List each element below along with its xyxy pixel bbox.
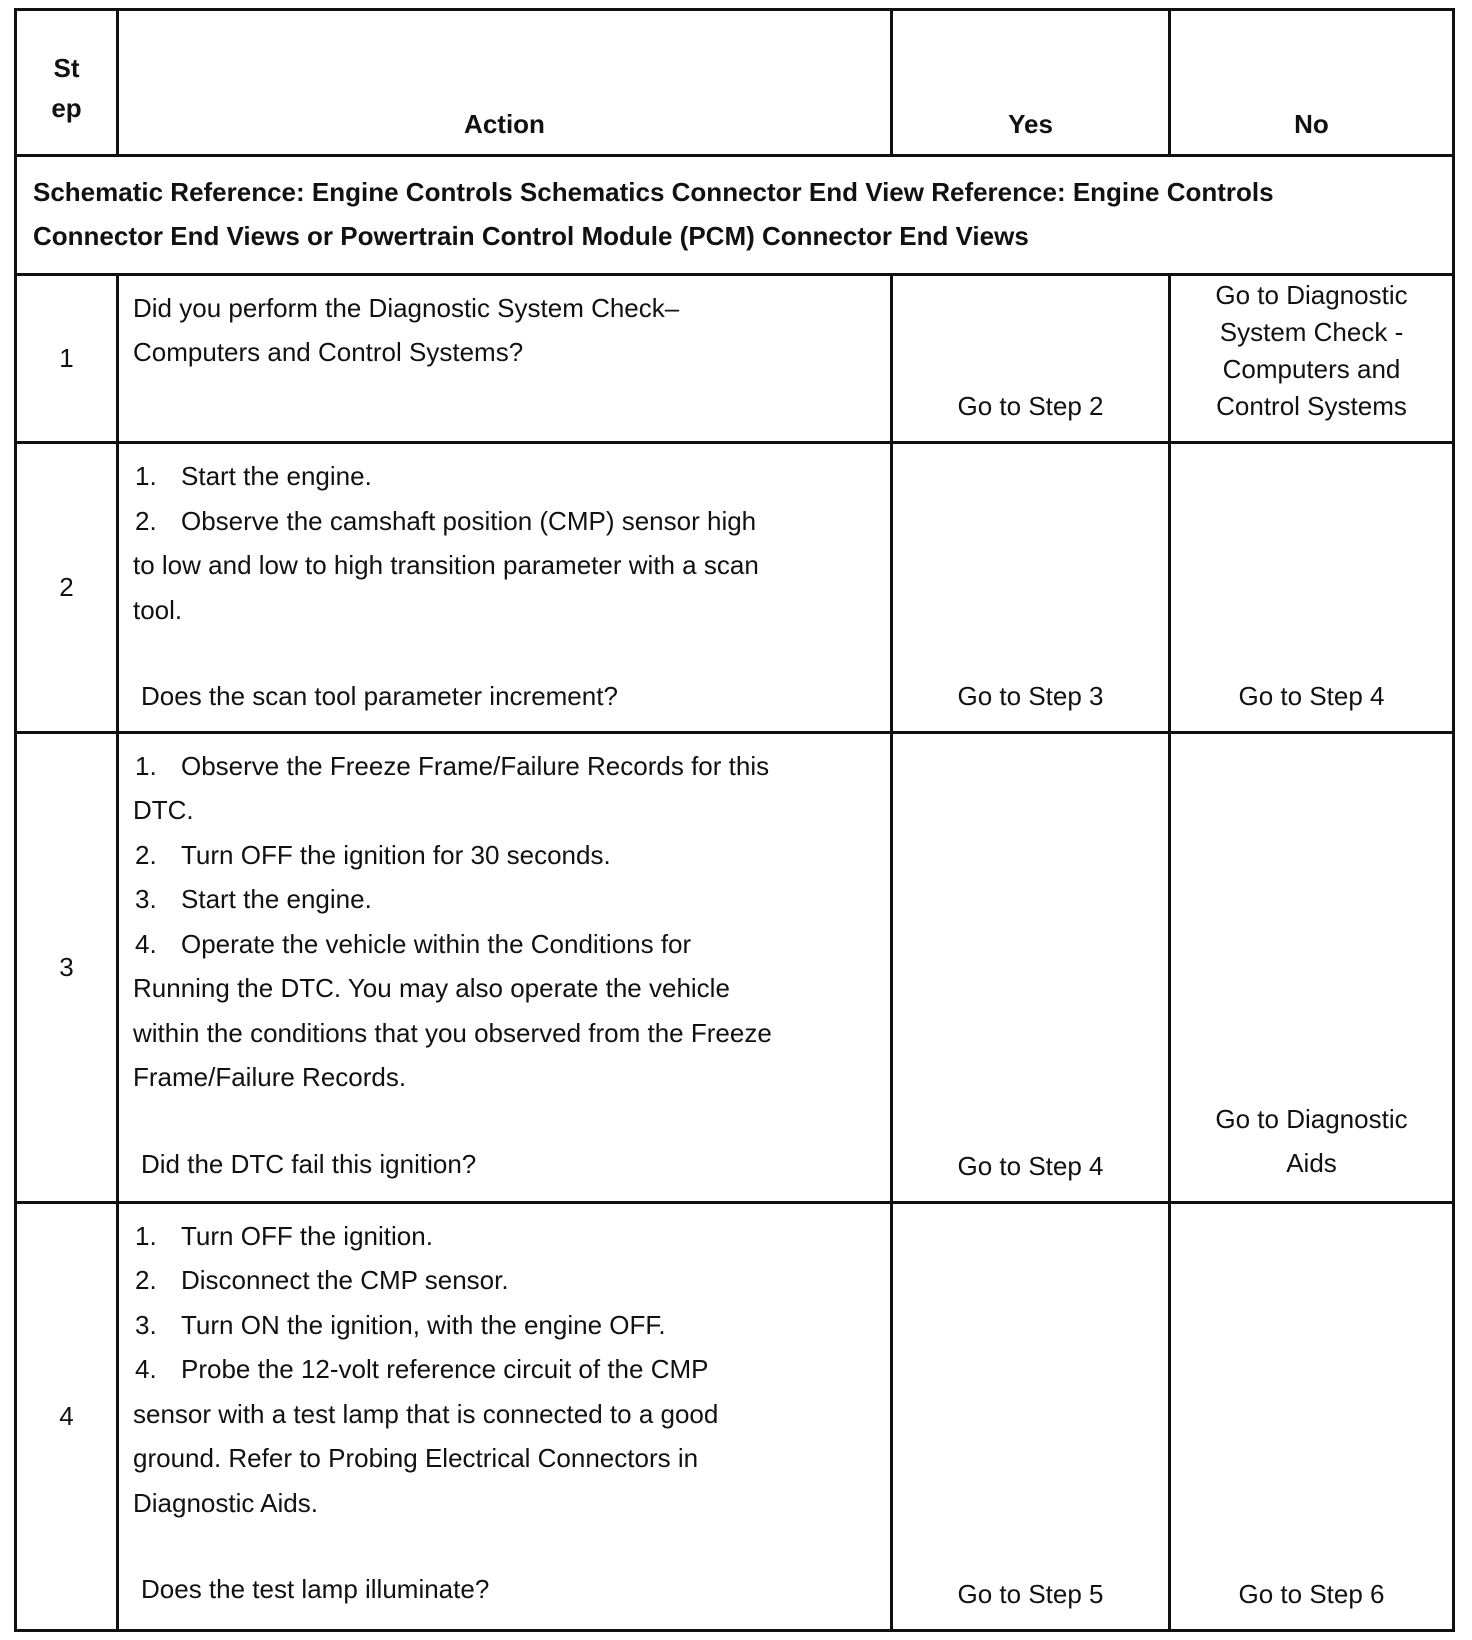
item-continuation: Running the DTC. You may also operate the vehicle <box>133 973 730 1004</box>
header-yes: Yes <box>892 10 1170 156</box>
item-text: Disconnect the CMP sensor. <box>181 1265 509 1296</box>
action-cell <box>118 1202 892 1630</box>
item-text: Probe the 12-volt reference circuit of the CMP <box>181 1354 709 1385</box>
no-result-line: System Check - <box>1219 317 1404 348</box>
action-question: Does the scan tool parameter increment? <box>141 681 618 712</box>
action-question: Did the DTC fail this ignition? <box>141 1148 477 1179</box>
yes-result: Go to Step 3 <box>892 443 1170 733</box>
table-row <box>16 274 1454 442</box>
no-result: Go to Step 4 <box>1170 443 1454 733</box>
item-continuation: tool. <box>133 594 183 625</box>
action-item <box>133 744 876 789</box>
item-continuation: to low and low to high transition parameter with a scan <box>133 550 759 581</box>
item-number: 1. <box>135 1220 157 1251</box>
schematic-reference <box>16 156 1454 275</box>
header-row <box>16 10 1454 156</box>
yes-result: Go to Step 2 <box>892 274 1170 442</box>
item-text: Observe the camshaft position (CMP) sensor high <box>181 505 757 536</box>
action-line: Computers and Control Systems? <box>133 337 524 368</box>
item-number: 4. <box>135 1354 157 1385</box>
action-cell <box>118 732 892 1202</box>
yes-result: Go to Step 5 <box>892 1202 1170 1630</box>
item-text: Turn OFF the ignition. <box>181 1220 433 1251</box>
step-number: 2 <box>16 443 118 733</box>
item-continuation: DTC. <box>133 795 194 826</box>
no-result <box>1170 274 1454 442</box>
header-step <box>16 10 118 156</box>
no-result-line: Go to Diagnostic <box>1215 1103 1408 1134</box>
header-step-line2: ep <box>51 92 82 123</box>
reference-line-1: Schematic Reference: Engine Controls Schematics Connector End View Reference: Engine Controls <box>33 176 1274 207</box>
item-continuation: Frame/Failure Records. <box>133 1062 407 1093</box>
action-cell <box>118 274 892 442</box>
action-item <box>133 1258 876 1303</box>
item-continuation: sensor with a test lamp that is connected to a good <box>133 1398 719 1429</box>
item-number: 1. <box>135 750 157 781</box>
no-result-line: Aids <box>1286 1147 1337 1178</box>
action-item <box>133 833 876 878</box>
step-number: 3 <box>16 732 118 1202</box>
item-text: Start the engine. <box>181 461 372 492</box>
no-result-line: Computers and <box>1222 354 1401 385</box>
reference-row <box>16 156 1454 275</box>
no-result: Go to Step 6 <box>1170 1202 1454 1630</box>
action-question: Does the test lamp illuminate? <box>141 1574 490 1605</box>
step-number: 1 <box>16 274 118 442</box>
item-continuation: ground. Refer to Probing Electrical Connectors in <box>133 1443 699 1474</box>
header-no: No <box>1170 10 1454 156</box>
action-item <box>133 1303 876 1348</box>
item-number: 4. <box>135 928 157 959</box>
table-row <box>16 732 1454 1202</box>
item-text: Start the engine. <box>181 884 372 915</box>
reference-line-2: Connector End Views or Powertrain Control Module (PCM) Connector End Views <box>33 220 1029 251</box>
table-row <box>16 1202 1454 1630</box>
step-number: 4 <box>16 1202 118 1630</box>
item-text: Operate the vehicle within the Conditions for <box>181 928 692 959</box>
item-continuation: Diagnostic Aids. <box>133 1487 318 1518</box>
no-result-line: Control Systems <box>1216 391 1407 422</box>
item-continuation: within the conditions that you observed from the Freeze <box>133 1017 772 1048</box>
action-item <box>133 1347 876 1392</box>
item-number: 1. <box>135 461 157 492</box>
header-step-line1: St <box>53 52 80 83</box>
action-item <box>133 922 876 967</box>
no-result-line: Go to Diagnostic <box>1215 280 1408 311</box>
item-number: 2. <box>135 839 157 870</box>
header-action: Action <box>118 10 892 156</box>
item-text: Observe the Freeze Frame/Failure Records for this <box>181 750 770 781</box>
no-result <box>1170 732 1454 1202</box>
diagnostic-table <box>14 8 1455 1632</box>
item-number: 3. <box>135 884 157 915</box>
action-cell <box>118 443 892 733</box>
action-item <box>133 877 876 922</box>
item-number: 2. <box>135 1265 157 1296</box>
item-number: 3. <box>135 1309 157 1340</box>
yes-result: Go to Step 4 <box>892 732 1170 1202</box>
item-text: Turn ON the ignition, with the engine OFF. <box>181 1309 666 1340</box>
item-number: 2. <box>135 505 157 536</box>
action-item <box>133 499 876 544</box>
item-text: Turn OFF the ignition for 30 seconds. <box>181 839 611 870</box>
table-row <box>16 443 1454 733</box>
action-line: Did you perform the Diagnostic System Check– <box>133 292 680 323</box>
action-item <box>133 1214 876 1259</box>
action-item <box>133 454 876 499</box>
